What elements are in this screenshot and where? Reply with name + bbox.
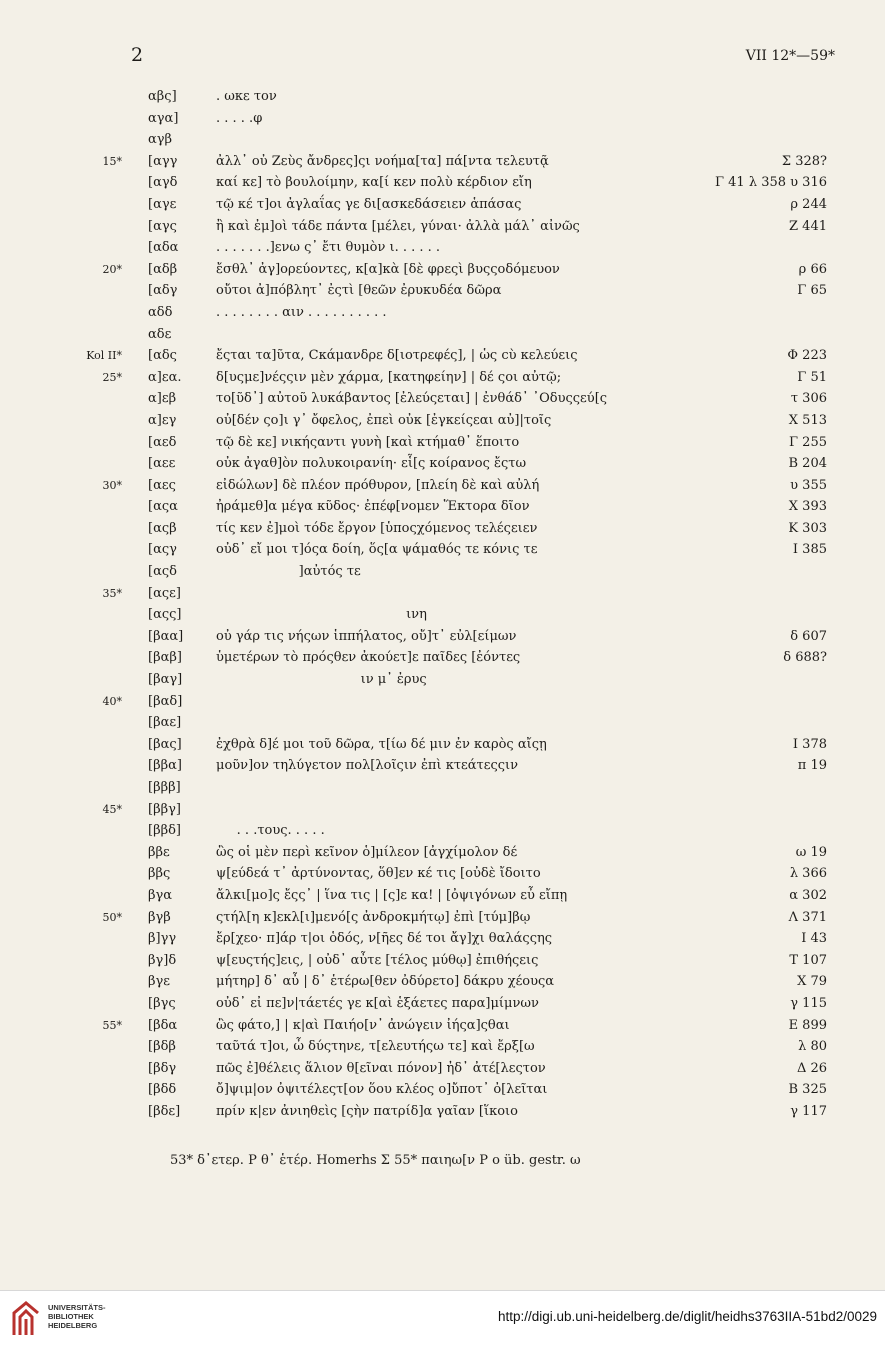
line-code: [βδβ — [148, 1039, 176, 1055]
line-reference: τ 306 — [790, 391, 827, 407]
line-reference: υ 355 — [790, 477, 827, 493]
text-line — [0, 129, 885, 151]
line-text: ἢ καὶ ἐμ]οὶ τάδε πάντα [μέλει, γύναι· ἀλλὰ μάλ᾽ αἰνῶς — [216, 218, 580, 234]
line-reference: ω 19 — [795, 844, 827, 860]
line-code: [ββγ] — [148, 801, 181, 817]
line-text: ἔςται τα]ῦτα, Cκάμανδρε δ[ιοτρεφές], | ὡς cὺ κελεύεις — [216, 348, 578, 364]
line-code: [αγγ — [148, 153, 178, 169]
line-code: [αγς — [148, 218, 177, 234]
line-code: [αγδ — [148, 175, 178, 191]
text-line — [0, 216, 885, 238]
permalink-url[interactable]: http://digi.ub.uni-heidelberg.de/diglit/heidhs3763IIA-51bd2/0029 — [497, 1309, 877, 1324]
footer-bar — [0, 1290, 885, 1350]
line-number: 55* — [102, 1018, 122, 1032]
text-line — [0, 885, 885, 907]
line-number: 50* — [102, 910, 122, 924]
line-code: αγβ — [148, 132, 173, 148]
line-code: βγβ — [148, 909, 171, 925]
line-text: καί κε] τὸ βουλοίμην, κα[ί κεν πολὺ κέρδιον εἴη — [216, 175, 532, 191]
line-code: [ββα] — [148, 758, 182, 774]
line-text: οὐδ᾽ εἰ πε]ν|τάετές γε κ[αὶ ἑξάετες παρα]μίμνων — [216, 995, 539, 1011]
line-text: ἐχθρὰ δ]έ μοι τοῦ δῶρα, τ[ίω δέ μιν ἐν καρὸς αἴςῃ — [216, 736, 547, 752]
text-line — [0, 928, 885, 950]
line-reference: ρ 66 — [798, 261, 827, 277]
line-code: [βαβ] — [148, 650, 182, 666]
line-code: [αγε — [148, 196, 177, 212]
text-line — [0, 475, 885, 497]
text-line — [0, 777, 885, 799]
line-text: ὣς οἱ μὲν περὶ κεῖνον ὁ]μίλεον [ἀγχίμολον δέ — [216, 844, 518, 860]
line-code: [αδς — [148, 348, 177, 364]
line-text: τῷ δὲ κε] νικήςαντι γυνὴ [καὶ κτήμαθ᾽ ἕποιτο — [216, 434, 520, 450]
line-text: οὐ γάρ τις νήςων ἱππήλατος, οὔ]τ᾽ εὐλ[είμων — [216, 628, 517, 644]
line-text: . . . . .φ — [216, 110, 263, 126]
text-line — [0, 734, 885, 756]
line-code: [αδγ — [148, 283, 178, 299]
text-line — [0, 108, 885, 130]
line-text: οὐκ ἀγαθ]ὸν πολυκοιρανίη· εἷ[ς κοίρανος ἔςτω — [216, 456, 527, 472]
line-text: ἀλλ᾽ οὐ Ζεὺς ἄνδρες]ςι νοήμα[τα] πά[ντα τελευτᾷ — [216, 153, 549, 169]
line-number: 40* — [102, 694, 122, 708]
line-text: ςτήλ[η κ]εκλ[ι]μενό[ς ἀνδροκμήτῳ] ἐπὶ [τύμ]βῳ — [216, 909, 531, 925]
line-reference: γ 117 — [790, 1103, 827, 1119]
line-code: [βδε] — [148, 1103, 181, 1119]
line-code: α]εα. — [148, 369, 182, 385]
text-line — [0, 950, 885, 972]
line-code: [αες — [148, 477, 176, 493]
library-name-line-3: HEIDELBERG — [48, 1321, 98, 1330]
line-code: β]γγ — [148, 931, 177, 947]
line-text: ἄλκι[μο]ς ἔςς᾽ | ἵνα τις | [ς]ε κα! | [ὀψιγόνων εὖ εἴπῃ — [216, 887, 568, 903]
line-reference: α 302 — [789, 887, 827, 903]
text-line — [0, 496, 885, 518]
text-line — [0, 691, 885, 713]
line-text: οὐδ᾽ εἴ μοι τ]όςα δοίη, ὅς[α ψάμαθός τε κόνις τε — [216, 542, 538, 558]
line-reference: Γ 65 — [797, 283, 827, 299]
line-reference: Γ 255 — [789, 434, 827, 450]
line-text: οὐ[δέν ςο]ι γ᾽ ὄφελος, ἐπεὶ οὐκ [ἐγκείςεαι αὐ]|τοῖς — [216, 412, 552, 428]
line-code: [αςδ — [148, 564, 177, 580]
line-code: [βγς — [148, 995, 176, 1011]
line-code: [βαγ] — [148, 672, 183, 688]
line-text: ]αὐτός τε — [216, 564, 361, 580]
text-line — [0, 669, 885, 691]
text-line — [0, 367, 885, 389]
line-text: ἔρ[χεο· π]άρ τ|οι ὁδός, ν[ῆες δέ τοι ἄγ]χι θαλάςςης — [216, 931, 553, 947]
text-line — [0, 194, 885, 216]
line-text: ιν μ᾽ ἐρυς — [216, 672, 427, 688]
line-text: ἠράμεθ]α μέγα κῦδος· ἐπέφ[νομεν Ἕκτορα δῖον — [216, 499, 530, 515]
line-code: [βαα] — [148, 628, 184, 644]
line-text: τῷ κέ τ]οι ἀγλαΐας γε δι[ασκεδάσειεν ἁπάσας — [216, 196, 522, 212]
line-code: [αςα — [148, 499, 178, 515]
line-code: [αεε — [148, 456, 176, 472]
line-text: . ωκε τον — [216, 89, 277, 104]
text-line — [0, 1015, 885, 1037]
line-reference: Λ 371 — [788, 909, 827, 925]
line-text: . . . . . . . . αιν . . . . . . . . . . — [216, 304, 387, 320]
line-number: 15* — [102, 154, 122, 168]
line-code: βγα — [148, 887, 173, 903]
line-reference: δ 607 — [790, 628, 827, 644]
line-reference: Χ 393 — [788, 499, 827, 515]
line-reference: Ε 899 — [788, 1017, 827, 1033]
library-logo-icon[interactable] — [10, 1299, 42, 1339]
text-line — [0, 410, 885, 432]
text-line — [0, 259, 885, 281]
text-line — [0, 345, 885, 367]
text-line — [0, 539, 885, 561]
line-text: ὄ]ψιμ|ον ὀψιτέλεςτ[ον ὅου κλέος ο]ὔποτ᾽ ὀ[λεῖται — [216, 1082, 548, 1098]
line-reference: Β 325 — [788, 1082, 827, 1098]
line-text: ὑμετέρων τὸ πρόςθεν ἀκούετ]ε παῖδες [ἐόντες — [216, 650, 521, 666]
line-reference: Φ 223 — [787, 348, 827, 364]
line-code: [βαδ] — [148, 693, 183, 709]
text-line — [0, 151, 885, 173]
text-line — [0, 712, 885, 734]
line-code: [αδα — [148, 240, 179, 256]
line-code: [βας] — [148, 736, 182, 752]
line-reference: Ι 378 — [792, 736, 827, 752]
line-number: Kol II* — [86, 349, 122, 363]
line-text: ἔσθλ᾽ ἀγ]ορεύοντες, κ[α]κὰ [δὲ φρεςὶ βυςςοδόμευον — [216, 261, 560, 277]
text-line — [0, 971, 885, 993]
text-line — [0, 820, 885, 842]
line-reference: ρ 244 — [790, 196, 827, 212]
text-line — [0, 604, 885, 626]
line-code: [βαε] — [148, 715, 182, 731]
line-reference: Σ 328? — [781, 153, 827, 169]
text-line — [0, 993, 885, 1015]
text-line — [0, 302, 885, 324]
line-code: αβς] — [148, 89, 177, 104]
text-line — [0, 583, 885, 605]
text-line — [0, 842, 885, 864]
line-text: ινη — [216, 607, 427, 623]
line-code: [βδγ — [148, 1060, 177, 1076]
line-text: το[ῦδ᾽] αὐτοῦ λυκάβαντος [ἐλεύςεται] | ἐνθάδ᾽ ᾿Οδυςςεύ[ς — [216, 391, 608, 407]
line-reference: Κ 303 — [788, 520, 827, 536]
line-reference: λ 366 — [789, 866, 827, 882]
text-line — [0, 324, 885, 346]
line-reference: Γ 51 — [797, 369, 827, 385]
line-reference: λ 80 — [798, 1039, 827, 1055]
line-number: 25* — [102, 370, 122, 384]
line-code: βγ]δ — [148, 952, 177, 968]
line-reference: γ 115 — [790, 995, 827, 1011]
line-text: πρίν κ|εν ἀνιηθεὶς [ςὴν πατρίδ]α γαῖαν [ἵκοιο — [216, 1103, 518, 1119]
line-code: [αςβ — [148, 520, 177, 536]
line-code: [αδβ — [148, 261, 178, 277]
footnote: 53* δ᾽ετερ. P θ᾽ ἑτέρ. Homerhs Σ 55* παιηω[ν P o üb. gestr. ω — [170, 1153, 581, 1168]
line-code: ββε — [148, 844, 170, 860]
line-text: ταῦτά τ]οι, ὦ δύςτηνε, τ[ελευτήςω τε] καὶ ἔρξ[ω — [216, 1039, 535, 1055]
library-name[interactable] — [48, 1303, 106, 1330]
line-code: [αςε] — [148, 585, 181, 601]
line-text: μοῦν]ον τηλύγετον πολ[λοῖςιν ἐπὶ κτεάτεςςιν — [216, 758, 519, 774]
line-code: [αεδ — [148, 434, 177, 450]
line-code: [βββ] — [148, 780, 181, 795]
text-lines — [0, 86, 885, 1123]
text-line — [0, 453, 885, 475]
text-line — [0, 561, 885, 583]
line-reference: π 19 — [797, 758, 827, 774]
line-code: βγε — [148, 974, 171, 990]
line-code: [βδδ — [148, 1082, 177, 1098]
text-line — [0, 799, 885, 821]
line-number: 20* — [102, 262, 122, 276]
line-text: οὔτοι ἀ]πόβλητ᾽ ἐςτὶ [θεῶν ἐρυκυδέα δῶρα — [216, 283, 502, 299]
line-reference: Χ 79 — [797, 974, 827, 990]
text-line — [0, 755, 885, 777]
line-text: . . . . . . .]ενω ς᾽ ἔτι θυμὸν ι. . . . . . — [216, 240, 441, 256]
line-number: 45* — [102, 802, 122, 816]
line-code: [αςς] — [148, 607, 182, 623]
line-code: α]εγ — [148, 412, 177, 428]
line-code: αδδ — [148, 304, 173, 320]
line-reference: Γ 41 λ 358 υ 316 — [715, 175, 827, 191]
line-text: εἰδώλων] δὲ πλέον πρόθυρον, [πλείη δὲ καὶ αὐλή — [216, 477, 540, 493]
line-text: δ[υςμε]νέςςιν μὲν χάρμα, [κατηφείην] | δέ ςοι αὐτῷ; — [216, 369, 562, 385]
line-reference: Ι 43 — [801, 931, 827, 947]
line-text: τίς κεν ἐ]μοὶ τόδε ἔργον [ὑποςχόμενος τελέςειεν — [216, 520, 538, 536]
text-line — [0, 626, 885, 648]
text-line — [0, 863, 885, 885]
text-line — [0, 432, 885, 454]
text-line — [0, 1036, 885, 1058]
line-code: [βδα — [148, 1017, 178, 1033]
line-reference: Ι 385 — [792, 542, 827, 558]
page-number: 2 — [131, 44, 144, 66]
library-name-line-1: UNIVERSITÄTS- — [48, 1303, 106, 1312]
line-reference: Χ 513 — [788, 412, 827, 428]
text-line — [0, 86, 885, 108]
text-line — [0, 907, 885, 929]
line-code: [ββδ] — [148, 823, 182, 839]
line-reference: Τ 107 — [789, 952, 827, 968]
line-text: ψ[ευςτής]εις, | οὐδ᾽ αὖτε [τέλος μύθῳ] ἐπιθήςεις — [216, 952, 539, 968]
line-reference: Ζ 441 — [789, 218, 827, 234]
text-line — [0, 237, 885, 259]
line-code: [αςγ — [148, 542, 177, 558]
line-code: αδε — [148, 326, 172, 342]
text-line — [0, 1058, 885, 1080]
line-number: 30* — [102, 478, 122, 492]
line-reference: δ 688? — [783, 650, 827, 666]
text-line — [0, 1101, 885, 1123]
line-text: ψ[εύδεά τ᾽ ἀρτύνοντας, ὅθ]εν κέ τις [οὐδὲ ἴδοιτο — [216, 866, 541, 882]
line-reference: Β 204 — [788, 456, 827, 472]
line-code: ββς — [148, 866, 171, 882]
line-number: 35* — [102, 586, 122, 600]
text-line — [0, 280, 885, 302]
line-text: . . .τους. . . . . — [216, 823, 325, 839]
line-text: μήτηρ] δ᾽ αὖ | δ᾽ ἑτέρω[θεν ὀδύρετο] δάκρυ χέουςα — [216, 974, 555, 990]
library-name-line-2: BIBLIOTHEK — [48, 1312, 94, 1321]
line-code: α]εβ — [148, 391, 177, 407]
text-line — [0, 172, 885, 194]
text-line — [0, 518, 885, 540]
text-line — [0, 647, 885, 669]
page-reference: VII 12*—59* — [745, 48, 835, 64]
line-code: αγα] — [148, 110, 179, 126]
line-text: πῶς ἐ]θέλεις ἅλιον θ[εῖναι πόνον] ἠδ᾽ ἀτέ[λεςτον — [216, 1060, 546, 1076]
line-text: ὣς φάτο,] | κ|αὶ Παιήο[ν᾽ ἀνώγειν ἰήςα]ςθαι — [216, 1017, 510, 1033]
line-reference: Δ 26 — [796, 1060, 827, 1076]
text-line — [0, 388, 885, 410]
text-line — [0, 1079, 885, 1101]
